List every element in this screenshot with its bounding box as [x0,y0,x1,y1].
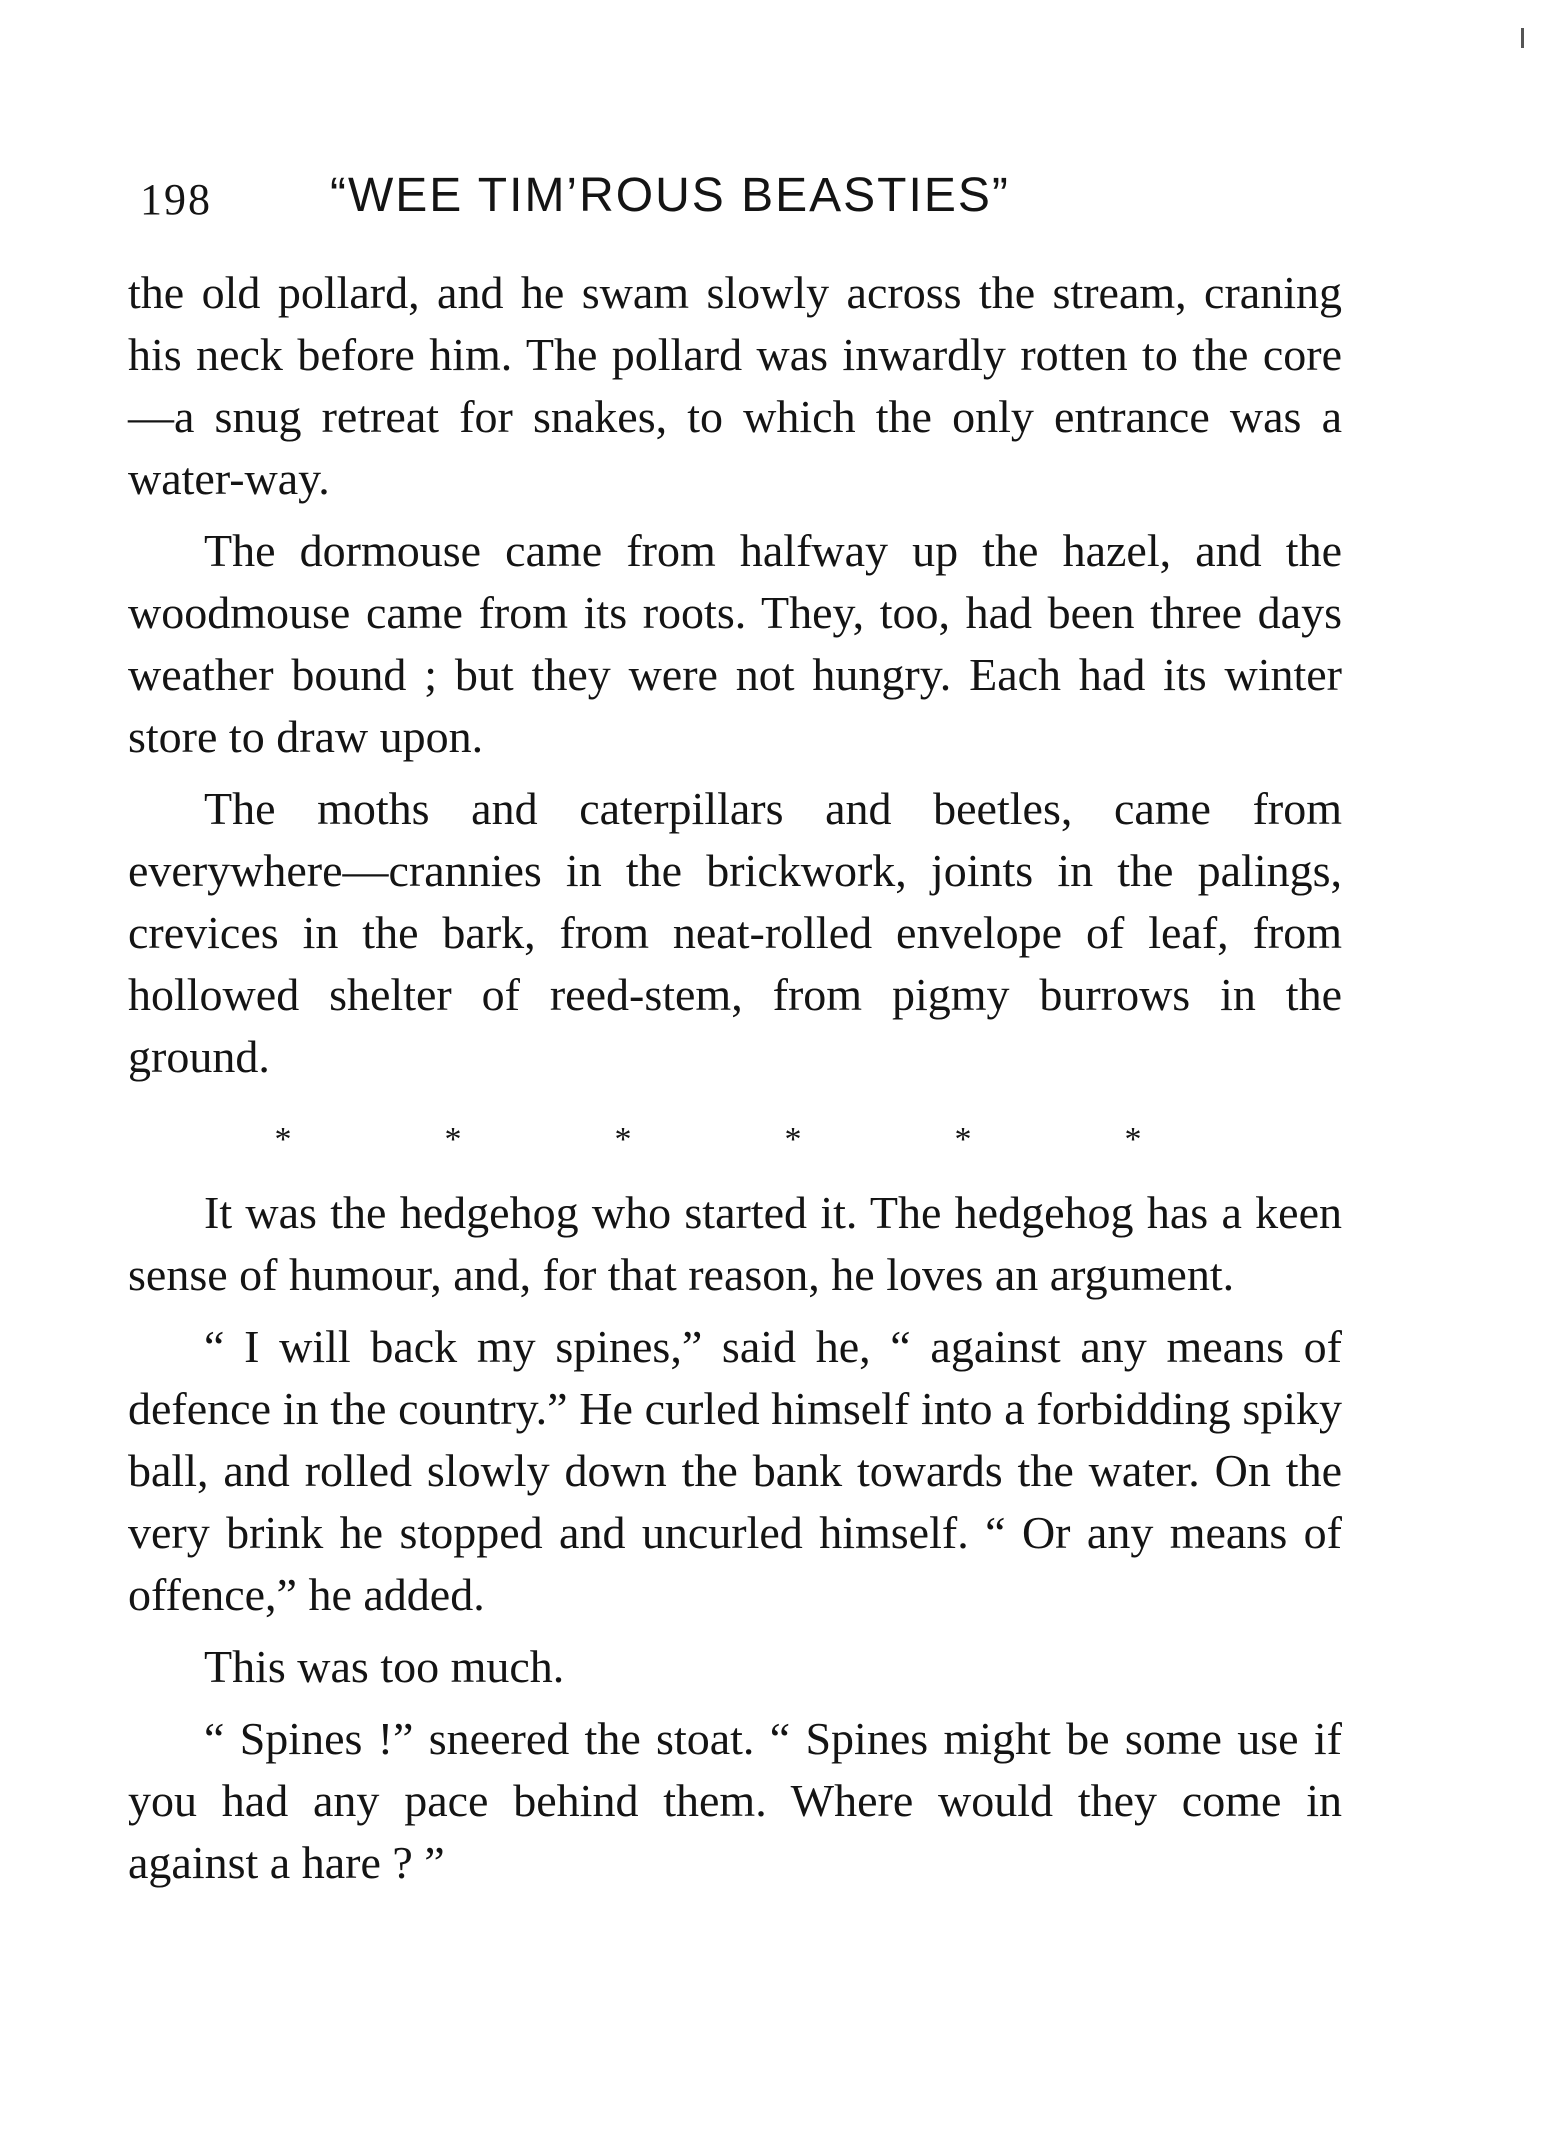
page-header [140,168,1320,238]
page-number: 198 [140,175,212,224]
paragraph: “ Spines !” sneered the stoat. “ Spines might be some use if you had any pace behind them. Where would they come in against a hare ? ” [128,1713,1342,1888]
paragraph: the old pollard, and he swam slowly across the stream, craning his neck before him. The pollard was inwardly rotten to the core—a snug retreat for snakes, to which the only entrance was a water-way. [128,267,1342,504]
asterisk: * [444,1121,462,1158]
paragraph: It was the hedgehog who started it. The hedgehog has a keen sense of humour, and, for that reason, he loves an argument. [128,1187,1342,1300]
margin-mark [1521,28,1524,48]
paragraph: The dormouse came from halfway up the hazel, and the woodmouse came from its roots. They, too, had been three days weather bound ; but they were not hungry. Each had its winter store to draw upon. [128,525,1342,762]
running-title: “WEE TIM’ROUS BEASTIES” [330,169,1010,222]
asterisk: * [784,1121,802,1158]
section-break [268,1120,1148,1160]
asterisk: * [954,1121,972,1158]
paragraph: The moths and caterpillars and beetles, came from everywhere—crannies in the brickwork, joints in the palings, crevices in the bark, from neat-rolled envelope of leaf, from hollowed shelter of reed-stem, from pigmy burrows in the ground. [128,783,1342,1082]
asterisk: * [614,1121,632,1158]
body-text [128,262,1342,1894]
paragraph: “ I will back my spines,” said he, “ against any means of defence in the country.” He curled himself into a forbidding spiky ball, and rolled slowly down the bank towards the water. On the very brink he stopped and uncurled himself. “ Or any means of offence,” he added. [128,1321,1342,1620]
asterisk: * [274,1121,292,1158]
asterisk: * [1124,1121,1142,1158]
paragraph: This was too much. [204,1641,565,1692]
